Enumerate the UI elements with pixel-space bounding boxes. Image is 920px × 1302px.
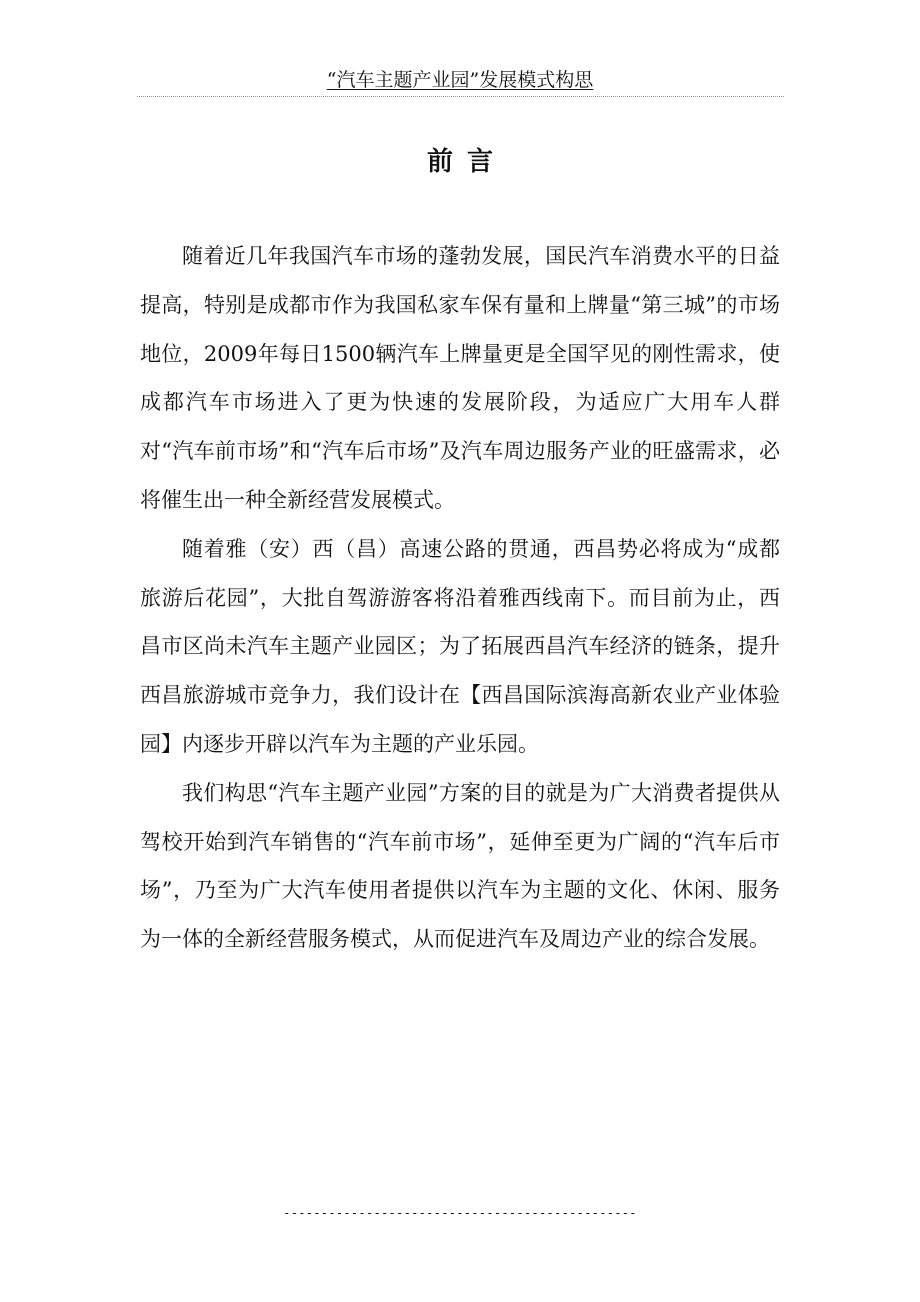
paragraph-1: 随着近几年我国汽车市场的蓬勃发展，国民汽车消费水平的日益提高，特别是成都市作为我国私家车保有量和上牌量“第三城”的市场地位，2009年每日1500辆汽车上牌量更是全国罕见的刚性需求，使成都汽车市场进入了更为快速的发展阶段，为适应广大用车人群对“汽车前市场”和“汽车后市场”及汽车周边服务产业的旺盛需求，必将催生出一种全新经营发展模式。 <box>140 244 780 512</box>
section-heading: 前言 <box>426 147 507 177</box>
running-header-title: “汽车主题产业园”发展模式构思 <box>326 69 594 91</box>
paragraph-3: 我们构思“汽车主题产业园”方案的目的就是为广大消费者提供从驾校开始到汽车销售的“汽车前市场”，延伸至更为广阔的“汽车后市场”，乃至为广大汽车使用者提供以汽车为主题的文化、休闲、服务为一体的全新经营服务模式，从而促进汽车及周边产业的综合发展。 <box>140 780 780 952</box>
header-divider <box>137 96 784 97</box>
paragraph-2: 随着雅（安）西（昌）高速公路的贯通，西昌势必将成为“成都旅游后花园”，大批自驾游游客将沿着雅西线南下。而目前为止，西昌市区尚未汽车主题产业园区；为了拓展西昌汽车经济的链条，提升西昌旅游城市竞争力，我们设计在【西昌国际滨海高新农业产业体验园】内逐步开辟以汽车为主题的产业乐园。 <box>140 536 780 756</box>
footer-dashed-line: ----------------------------------------------- <box>283 1206 637 1220</box>
document-body <box>140 232 780 964</box>
